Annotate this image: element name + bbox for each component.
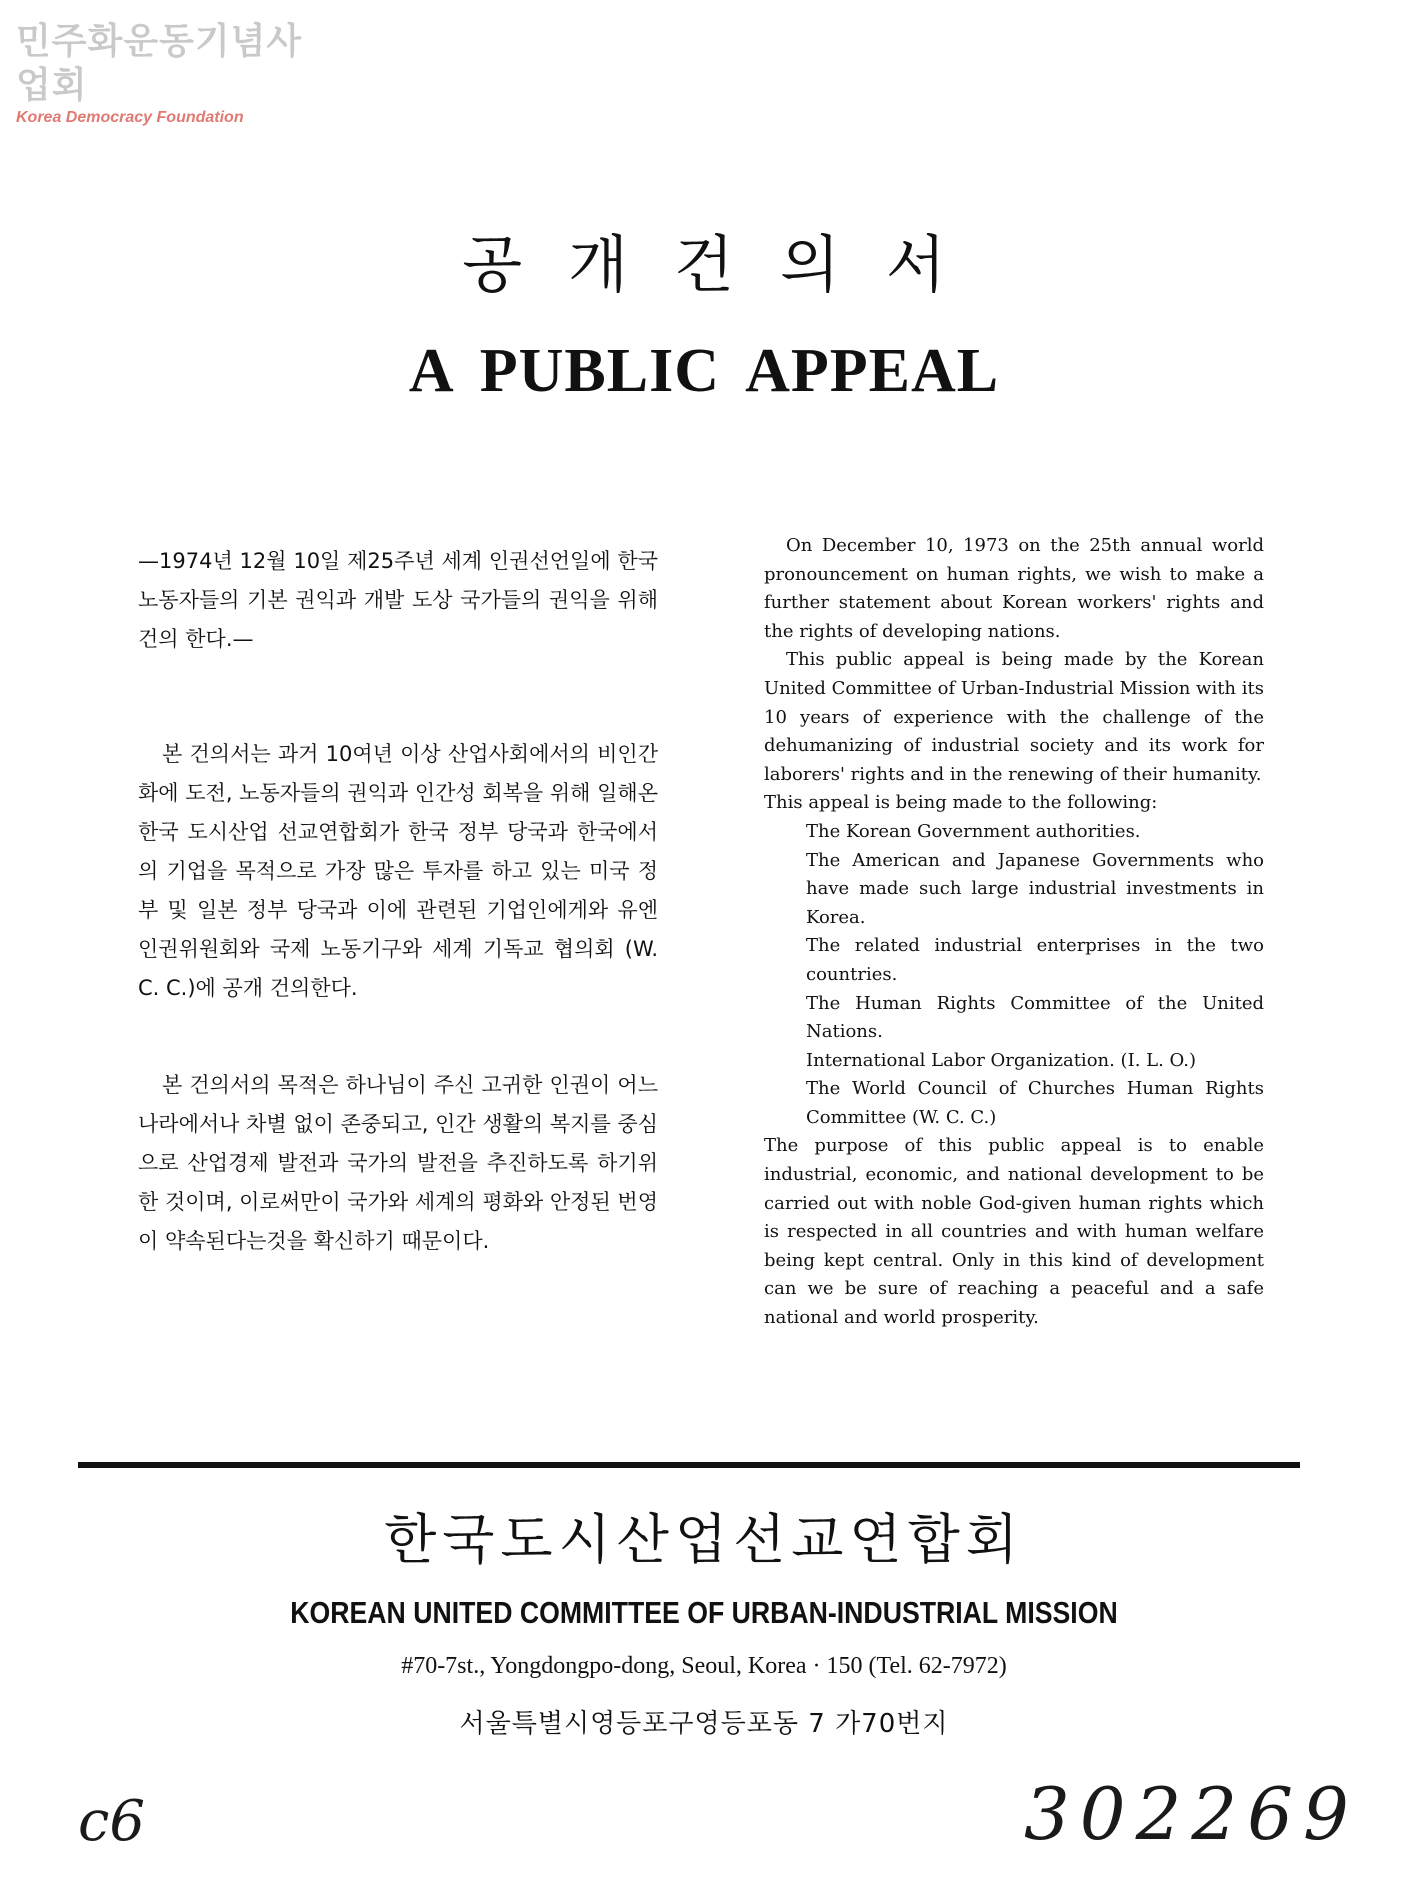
- recipient-item: The World Council of Churches Human Rights Committee (W. C. C.): [806, 1078, 1264, 1128]
- title-korean: 공개건의서: [462, 228, 992, 301]
- title-english: A PUBLIC APPEAL: [408, 337, 1000, 405]
- english-column: [764, 532, 1264, 1333]
- recipient-item: The American and Japanese Governments who have made such large industrial investments in Korea.: [806, 849, 1264, 928]
- english-paragraph-3: This appeal is being made to the following:: [764, 792, 1158, 814]
- organization-korean-name: 한국도시산업선교연합회: [384, 1508, 1024, 1571]
- handwritten-archive-number: 302269: [1024, 1772, 1359, 1856]
- recipient-item: The Korean Government authorities.: [806, 820, 1141, 842]
- organization-english-name: KOREAN UNITED COMMITTEE OF URBAN-INDUSTRIAL MISSION: [290, 1595, 1118, 1630]
- korean-lead: —1974년 12월 10일 제25주년 세계 인권선언일에 한국 노동자들의 기본 권익과 개발 도상 국가들의 권익을 위해 건의 한다.—: [138, 549, 658, 651]
- watermark-korean: 민주화운동기념사업회: [16, 21, 303, 106]
- recipient-item: International Labor Organization. (I. L. O.): [806, 1049, 1196, 1071]
- handwritten-page-mark: c6: [78, 1789, 145, 1854]
- organization-address-korean: 서울특별시영등포구영등포동 7 가70번지: [459, 1709, 949, 1739]
- english-paragraph-4: The purpose of this public appeal is to enable industrial, economic, and national development to be carried out with noble God-given human rights which is respected in all countries and with human welfare being kept central. Only in this kind of development can we be sure of reaching a peaceful and a safe national and world prosperity.: [764, 1135, 1264, 1329]
- english-paragraph-1: On December 10, 1973 on the 25th annual world pronouncement on human rights, we wish to make a further statement about Korean workers' rights and the rights of developing nations.: [764, 535, 1264, 642]
- english-paragraph-2: This public appeal is being made by the Korean United Committee of Urban-Industrial Mission with its 10 years of experience with the challenge of the dehumanizing of industrial society and its work for laborers' rights and in the renewing of their humanity.: [764, 649, 1264, 785]
- korean-paragraph-1: 본 건의서는 과거 10여년 이상 산업사회에서의 비인간화에 도전, 노동자들의 권익과 인간성 회복을 위해 일해온 한국 도시산업 선교연합회가 한국 정부 당국과 한국에서의 기업을 목적으로 가장 많은 투자를 하고 있는 미국 정부 및 일본 정부 당국과 이에 관련된 기업인에게와 유엔 인권위원회와 국제 노동기구와 세계 기독교 협의회 (W. C. C.)에 공개 건의한다.: [138, 742, 658, 1000]
- recipient-list: [764, 818, 1264, 1133]
- divider-rule: [78, 1462, 1300, 1468]
- organization-address-english: #70-7st., Yongdongpo-dong, Seoul, Korea · 150 (Tel. 62-7972): [401, 1653, 1007, 1679]
- recipient-item: The related industrial enterprises in the two countries.: [806, 935, 1264, 985]
- watermark-english: Korea Democracy Foundation: [16, 109, 244, 126]
- korean-column: [138, 542, 658, 1319]
- recipient-item: The Human Rights Committee of the United Nations.: [806, 992, 1264, 1043]
- watermark: [16, 20, 316, 128]
- korean-paragraph-2: 본 건의서의 목적은 하나님이 주신 고귀한 인권이 어느나라에서나 차별 없이 존중되고, 인간 생활의 복지를 중심으로 산업경제 발전과 국가의 발전을 추진하도록 하기위한 것이며, 이로써만이 국가와 세계의 평화와 안정된 번영이 약속된다는것을 확신하기 때문이다.: [138, 1073, 658, 1253]
